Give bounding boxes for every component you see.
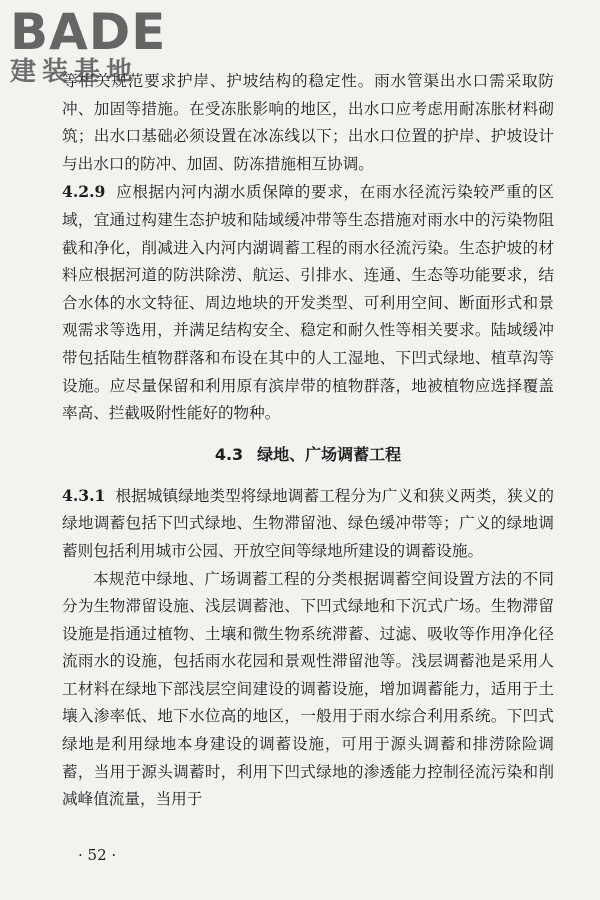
document-body [62, 68, 554, 814]
section-number: 4.3 [214, 444, 244, 464]
paragraph-text: 本规范中绿地、广场调蓄工程的分类根据调蓄空间设置方法的不同分为生物滞留设施、浅层调蓄池、下凹式绿地和下沉式广场。生物滞留设施是指通过植物、土壤和微生物系统滞蓄、过滤、吸收等作用净化径流雨水的设施，包括雨水花园和景观性滞留池等。浅层调蓄池是采用人工材料在绿地下部浅层空间建设的调蓄设施，增加调蓄能力，适用于土壤入渗率低、地下水位高的地区，一般用于雨水综合利用系统。下凹式绿地是利用绿地本身建设的调蓄设施，可用于源头调蓄和排涝除险调蓄，当用于源头调蓄时，利用下凹式绿地的渗透能力控制径流污染和削减峰值流量，当用于 [62, 569, 554, 809]
page-number: · 52 · [78, 846, 117, 864]
clause-4-2-9 [62, 178, 554, 427]
clause-number: 4.2.9 [62, 182, 106, 202]
section-title: 绿地、广场调蓄工程 [257, 444, 402, 464]
clause-text: 应根据内河内湖水质保障的要求，在雨水径流污染较严重的区域，宜通过构建生态护坡和陆域缓冲带等生态措施对雨水中的污染物阻截和净化，削减进入内河内湖调蓄工程的雨水径流污染。生态护坡的材料应根据河道的防洪除涝、航运、引排水、连通、生态等功能要求，结合水体的水文特征、周边地块的开发类型、可利用空间、断面形式和景观需求等选用，并满足结构安全、稳定和耐久性等相关要求。陆域缓冲带包括陆生植物群落和布设在其中的人工湿地、下凹式绿地、植草沟等设施。应尽量保留和利用原有滨岸带的植物群落，地被植物应选择覆盖率高、拦截吸附性能好的物种。 [62, 183, 554, 423]
bade-logo [10, 4, 166, 86]
clause-number: 4.3.1 [62, 485, 106, 505]
clause-text: 根据城镇绿地类型将绿地调蓄工程分为广义和狭义两类，狭义的绿地调蓄包括下凹式绿地、生物滞留池、绿色缓冲带等；广义的绿地调蓄则包括利用城市公园、开放空间等绿地所建设的调蓄设施。 [62, 486, 554, 560]
logo-sub-text: 建装基地 [10, 57, 139, 87]
clause-4-3-1 [62, 482, 554, 566]
paragraph-explanation [62, 566, 554, 814]
paragraph-text: 等相关规范要求护岸、护坡结构的稳定性。雨水管渠出水口需采取防冲、加固等措施。在受冻胀影响的地区，出水口应考虑用耐冻胀材料砌筑；出水口基础必须设置在冰冻线以下；出水口位置的护岸、护坡设计与出水口的防冲、加固、防冻措施相互协调。 [62, 72, 554, 173]
section-heading [62, 442, 554, 468]
logo-main-text: BADE [10, 3, 167, 61]
